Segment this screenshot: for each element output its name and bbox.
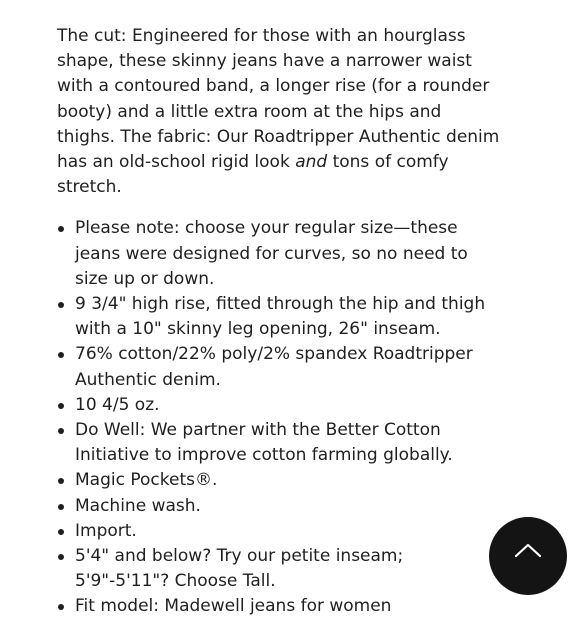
list-item: Fit model: Madewell jeans for women — [75, 594, 502, 619]
list-item: 76% cotton/22% poly/2% spandex Roadtripper Authentic denim. — [75, 342, 502, 392]
chevron-up-icon — [514, 542, 542, 558]
feature-list — [57, 216, 502, 619]
list-item: Import. — [75, 519, 502, 544]
list-item: Do Well: We partner with the Better Cotton Initiative to improve cotton farming globally. — [75, 418, 502, 468]
list-item: Magic Pockets®. — [75, 468, 502, 493]
intro-text-before: The cut: Engineered for those with an hourglass shape, these skinny jeans have a narrower waist with a contoured band, a longer rise (for a rounder booty) and a little extra room at the hips and thighs. The fabric: Our Roadtripper Authentic denim has an old-school rigid look — [57, 26, 500, 173]
list-item: Please note: choose your regular size—these jeans were designed for curves, so no need to size up or down. — [75, 216, 502, 292]
list-item: 5'4" and below? Try our petite inseam; 5'9"-5'11"? Choose Tall. — [75, 544, 502, 594]
scroll-to-top-button[interactable] — [489, 517, 567, 595]
list-item: 9 3/4" high rise, fitted through the hip and thigh with a 10" skinny leg opening, 26" inseam. — [75, 292, 502, 342]
description-intro — [57, 24, 502, 200]
intro-emphasis: and — [295, 152, 328, 173]
product-description — [57, 24, 502, 620]
list-item: 10 4/5 oz. — [75, 393, 502, 418]
intro-text-after: tons of comfy stretch. — [57, 152, 449, 198]
list-item: Machine wash. — [75, 494, 502, 519]
